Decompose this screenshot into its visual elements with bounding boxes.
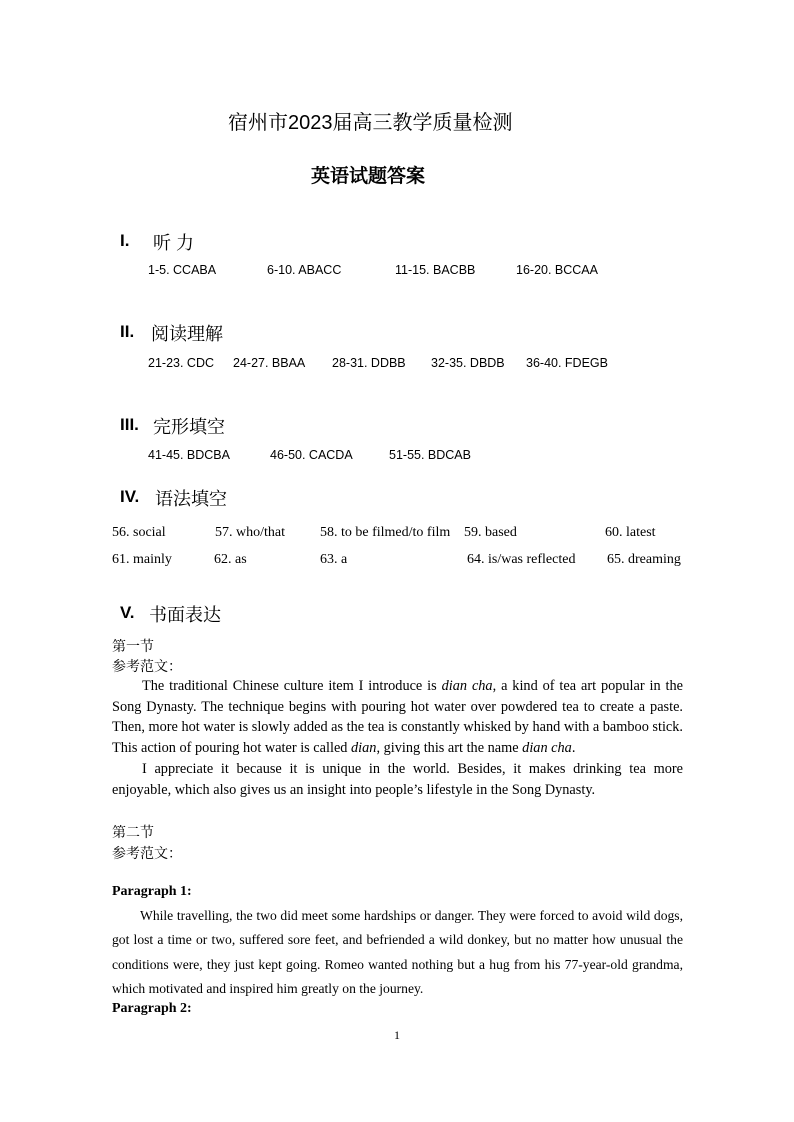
sample-paragraph-2: I appreciate it because it is unique in the world. Besides, it makes drinking tea more enjoyable, which also gives us an insight into people’s lifestyle in the Song Dynasty. bbox=[112, 761, 683, 798]
section-number-grammar: IV. bbox=[120, 487, 140, 506]
answer-group: 21-23. CDC bbox=[148, 356, 214, 370]
section-title-cloze: 完形填空 bbox=[153, 417, 225, 437]
answer-group: 11-15. BACBB bbox=[395, 263, 476, 277]
answer-group: 41-45. BDCBA bbox=[148, 448, 230, 462]
page-title: 宿州市2023届高三教学质量检测 bbox=[228, 112, 513, 134]
answer-group: 6-10. ABACC bbox=[267, 263, 342, 277]
answer-group: 32-35. DBDB bbox=[431, 356, 505, 370]
grammar-answer: 57. who/that bbox=[215, 525, 285, 540]
grammar-answer: 64. is/was reflected bbox=[467, 552, 576, 567]
grammar-answer: 65. dreaming bbox=[607, 552, 681, 567]
grammar-answer: 59. based bbox=[464, 525, 517, 540]
part-label: 第二节 bbox=[112, 826, 154, 841]
grammar-answer: 63. a bbox=[320, 552, 348, 567]
page-number: 1 bbox=[394, 1028, 400, 1042]
continuation-paragraph-1: While travelling, the two did meet some hardships or danger. They were forced to avoid wild dogs, got lost a time or two, suffered sore feet, and befriended a wild donkey, but no matter how unusual the conditions were, they just kept going. Romeo wanted nothing but a hug from his 77-year-old grandma, which motivated and inspired him greatly on the journey. bbox=[112, 908, 683, 996]
answer-group: 28-31. DDBB bbox=[332, 356, 406, 370]
section-title-listening: 听 力 bbox=[153, 233, 195, 253]
answer-group: 46-50. CACDA bbox=[270, 448, 353, 462]
answer-group: 16-20. BCCAA bbox=[516, 263, 598, 277]
grammar-answer: 61. mainly bbox=[112, 552, 172, 567]
section-title-reading: 阅读理解 bbox=[151, 324, 223, 344]
page-subtitle: 英语试题答案 bbox=[311, 166, 426, 187]
section-title-writing: 书面表达 bbox=[149, 605, 221, 625]
paragraph-heading: Paragraph 2: bbox=[112, 1001, 192, 1016]
answer-group: 51-55. BDCAB bbox=[389, 448, 471, 462]
grammar-answer: 58. to be filmed/to film bbox=[320, 525, 451, 540]
section-number-writing: V. bbox=[120, 603, 135, 622]
answer-group: 36-40. FDEGB bbox=[526, 356, 608, 370]
term-dian-cha: dian cha bbox=[441, 678, 493, 694]
answer-group: 24-27. BBAA bbox=[233, 356, 306, 370]
answer-group: 1-5. CCABA bbox=[148, 263, 217, 277]
section-number-cloze: III. bbox=[120, 415, 139, 434]
grammar-answer: 60. latest bbox=[605, 525, 656, 540]
paragraph-heading: Paragraph 1: bbox=[112, 884, 192, 899]
section-title-grammar: 语法填空 bbox=[155, 489, 227, 509]
sample-label: 参考范文： bbox=[112, 847, 182, 862]
term-dian-cha: dian cha bbox=[522, 740, 572, 757]
grammar-answer: 62. as bbox=[214, 552, 247, 567]
section-number-reading: II. bbox=[120, 322, 135, 341]
grammar-answer: 56. social bbox=[112, 525, 166, 540]
section-number-listening: I. bbox=[120, 231, 130, 250]
sample-paragraph-1: The traditional Chinese culture item I introduce is dian cha, a kind of tea art popular in the Song Dynasty. The technique begins with pouring hot water over powdered tea to create a paste. Then, more hot water is slowly added as the tea is constantly whisked by hand with a bamboo stick. This action of pouring hot water is called dian, giving this art the name dian cha. bbox=[112, 678, 684, 757]
term-dian: dian bbox=[351, 740, 377, 757]
part-label: 第一节 bbox=[112, 640, 154, 655]
sample-label: 参考范文： bbox=[112, 660, 182, 675]
